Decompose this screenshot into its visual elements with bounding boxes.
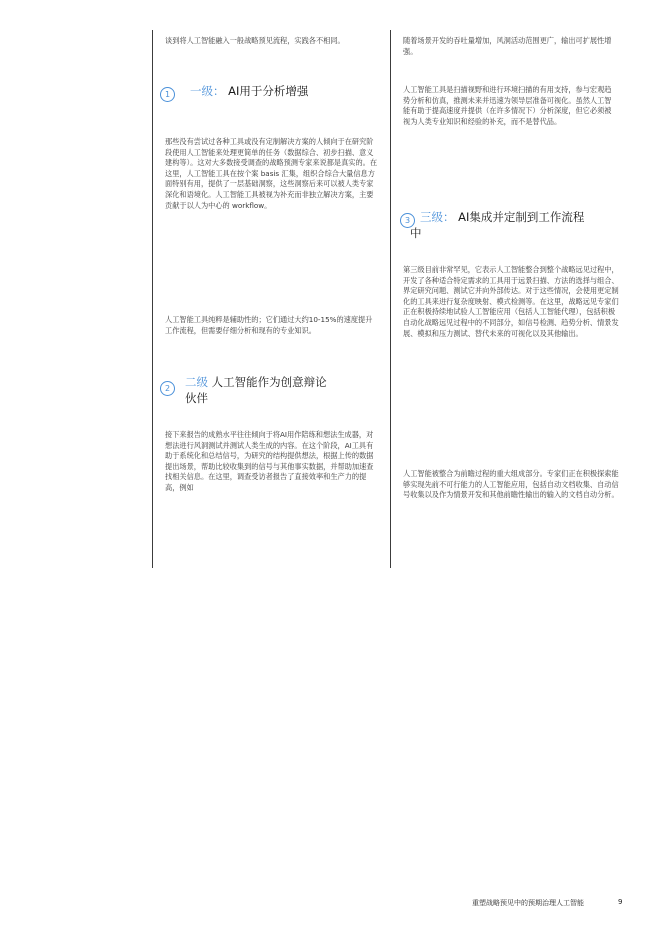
section3-level-label: 三级： — [420, 210, 455, 224]
section2-title-line1: 人工智能作为创意辩论 — [211, 375, 327, 389]
section3-heading — [398, 210, 628, 244]
section2-title-line2: 伙伴 — [185, 391, 208, 405]
right-intro-paragraph: 随着场景开发的吞吐量增加，风洞活动范围更广，输出可扩展性增强。 — [403, 36, 612, 56]
left-column-rule — [152, 30, 153, 568]
section2-heading — [160, 375, 380, 409]
right-paragraph-1: 人工智能工具是扫描视野和进行环境扫描的有用支持，参与宏观趋势分析和仿真，推测未来并迅速为领导层准备可视化。虽然人工智能有助于提高速度并提供（在许多情况下）分析深度，但它必须被视为人类专业知识和经验的补充，而不是替代品。 — [403, 85, 612, 126]
section1-heading — [160, 84, 380, 104]
section2-body-paragraph: 接下来报告的成熟水平往往倾向于将AI用作陪练和想法生成器，对想法进行风洞测试并测试人类生成的内容。在这个阶段，AI工具有助于系统化和总结信号，为研究的结构提供想法，根据上传的数据提出场景，帮助比较收集到的信号与其他事实数据，并帮助加速查找相关信息。在这里，调查受访者报告了直接效率和生产力的提高，例如 — [165, 430, 374, 492]
section1-title: AI用于分析增强 — [228, 84, 309, 98]
left-intro-paragraph: 谈到将人工智能融入一般战略预见流程，实践各不相同。 — [165, 36, 345, 45]
section3-body-paragraph: 第三级目前非常罕见，它表示人工智能整合到整个战略远见过程中，开发了各种适合特定需求的工具用于远景扫描、方法的选择与组合、界定研究问题、测试它并向外部传达。对于这些情况，会使用更定制化的工具来进行复杂度映射、模式检测等。在这里，战略远见专家们正在积极持续地试验人工智能应用（包括人工智能代理），包括积极自动化战略远见过程中的不同部分，如信号检测、趋势分析、情景发展、模拟和压力测试、替代未来的可视化以及其他输出。 — [403, 265, 619, 338]
section1-number-badge: 1 — [160, 87, 175, 102]
page-number: 9 — [618, 898, 623, 906]
section1-body-paragraph: 那些没有尝试过各种工具或没有定制解决方案的人倾向于在研究阶段使用人工智能来处理更简单的任务（数据综合、初步扫描、意义建构等）。这对大多数接受调查的战略预测专家来说都是真实的。在这里，人工智能工具在按个案 basis 汇集，组织合综合大量信息方面特别有用，提供了一层基础洞察，这些洞察后来可以被人类专家深化和语境化。人工智能工具被视为补充而非独立解决方案，主要贡献于以人为中心的 workflow。 — [165, 137, 378, 210]
section3-title-line2: 中 — [410, 226, 422, 240]
center-column-rule — [390, 30, 391, 568]
section2-level-label: 二级 — [185, 375, 208, 389]
section3-note-paragraph: 人工智能被整合为前瞻过程的重大组成部分。专家们正在积极探索能够实现先前不可行能力的人工智能应用，包括自动文档收集、自动信号收集以及作为情景开发和其他前瞻性输出的输入的文档自动分析。 — [403, 469, 619, 500]
section3-number-badge: 3 — [400, 213, 415, 228]
section1-level-label: 一级： — [190, 84, 225, 98]
section2-number-badge: 2 — [160, 381, 175, 396]
section3-title-line1: AI集成并定制到工作流程 — [458, 210, 585, 224]
footer-title: 重塑战略预见中的预期治理人工智能 — [472, 899, 584, 907]
section1-note-paragraph: 人工智能工具纯粹是辅助性的；它们通过大约10-15%的速度提升工作流程，但需要仔细分析和现有的专业知识。 — [165, 315, 373, 335]
